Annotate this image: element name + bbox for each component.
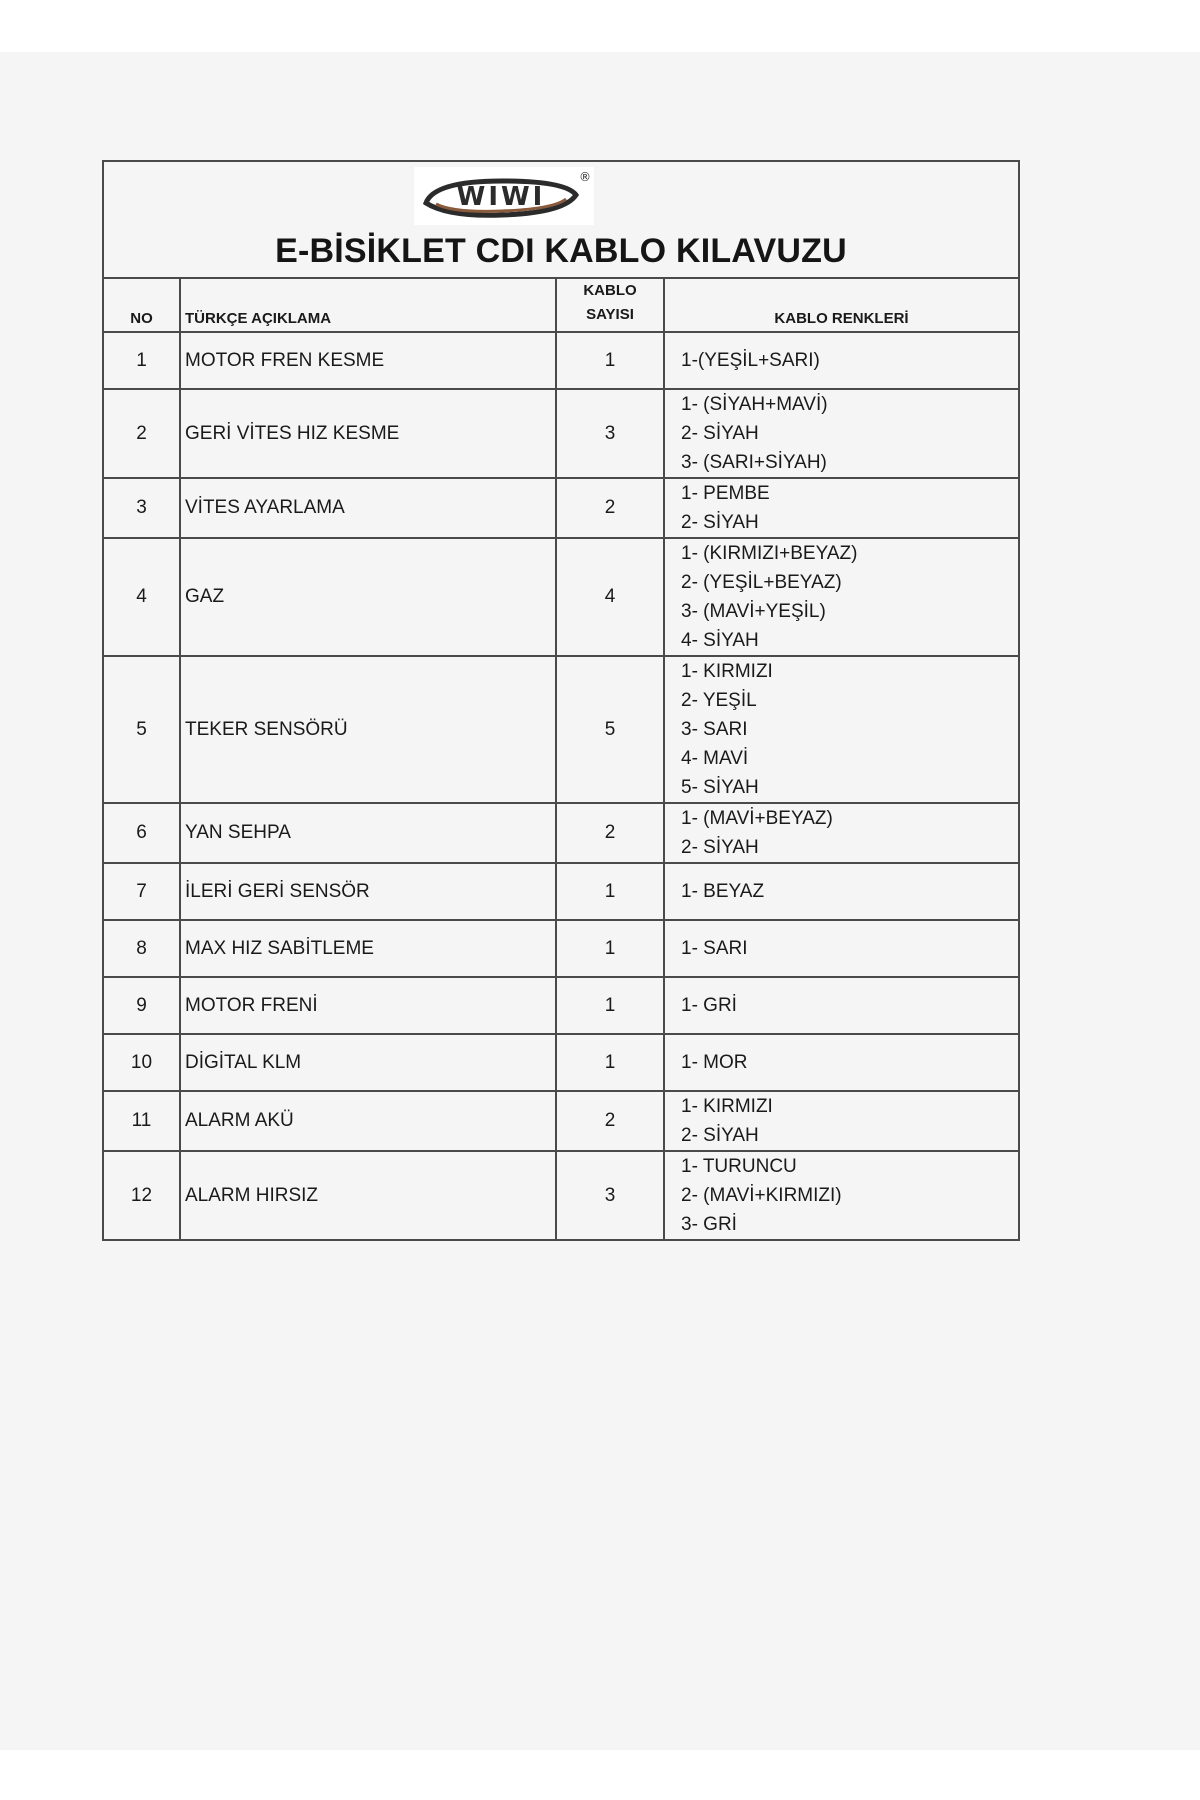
row-description: GAZ — [180, 538, 556, 656]
table-row — [104, 1034, 1018, 1091]
cable-color-item: 1- KIRMIZI — [681, 1096, 773, 1117]
row-cable-count: 2 — [556, 803, 664, 863]
row-cable-count: 1 — [556, 977, 664, 1034]
cable-table — [104, 279, 1018, 1239]
cable-color-item: 3- (SARI+SİYAH) — [681, 452, 827, 473]
row-number: 4 — [104, 538, 180, 656]
header-cable-count — [556, 279, 664, 332]
cable-color-item: 1- (SİYAH+MAVİ) — [681, 394, 828, 415]
row-number: 5 — [104, 656, 180, 803]
row-cable-colors — [664, 863, 1018, 920]
row-cable-count: 3 — [556, 389, 664, 478]
header-cable-count-line2: SAYISI — [586, 306, 634, 323]
title-block — [104, 162, 1018, 279]
table-row — [104, 332, 1018, 389]
row-description: İLERİ GERİ SENSÖR — [180, 863, 556, 920]
table-row — [104, 1151, 1018, 1239]
row-cable-colors — [664, 332, 1018, 389]
header-cable-colors: KABLO RENKLERİ — [664, 279, 1018, 332]
table-header-row — [104, 279, 1018, 332]
cable-color-item: 1- BEYAZ — [681, 881, 765, 902]
cable-color-item: 4- SİYAH — [681, 630, 759, 651]
row-cable-count: 2 — [556, 478, 664, 538]
cable-color-item: 1- (MAVİ+BEYAZ) — [681, 808, 833, 829]
cable-color-item: 1- KIRMIZI — [681, 661, 773, 682]
table-row — [104, 803, 1018, 863]
cable-color-item: 3- GRİ — [681, 1214, 737, 1235]
table-row — [104, 389, 1018, 478]
cable-color-item: 1- PEMBE — [681, 483, 770, 504]
row-cable-count: 2 — [556, 1091, 664, 1151]
row-description: YAN SEHPA — [180, 803, 556, 863]
header-no: NO — [104, 279, 180, 332]
header-cable-count-line1: KABLO — [583, 282, 637, 299]
cable-color-item: 3- SARI — [681, 719, 748, 740]
row-cable-count: 1 — [556, 920, 664, 977]
cable-color-item: 1- TURUNCU — [681, 1156, 797, 1177]
row-cable-colors — [664, 389, 1018, 478]
cable-color-item: 2- SİYAH — [681, 512, 759, 533]
row-number: 10 — [104, 1034, 180, 1091]
cable-color-item: 1-(YEŞİL+SARI) — [681, 350, 820, 371]
table-row — [104, 920, 1018, 977]
row-description: MOTOR FREN KESME — [180, 332, 556, 389]
table-body — [104, 332, 1018, 1239]
cable-color-item: 2- SİYAH — [681, 837, 759, 858]
cable-color-item: 2- SİYAH — [681, 423, 759, 444]
row-number: 9 — [104, 977, 180, 1034]
row-cable-colors — [664, 1091, 1018, 1151]
cable-color-item: 1- (KIRMIZI+BEYAZ) — [681, 543, 858, 564]
cable-color-item: 2- YEŞİL — [681, 690, 757, 711]
cable-guide-sheet — [102, 160, 1020, 1241]
row-cable-count: 5 — [556, 656, 664, 803]
row-description: ALARM AKÜ — [180, 1091, 556, 1151]
row-cable-count: 1 — [556, 863, 664, 920]
row-number: 11 — [104, 1091, 180, 1151]
row-number: 6 — [104, 803, 180, 863]
svg-text:®: ® — [579, 170, 591, 184]
row-cable-colors — [664, 920, 1018, 977]
row-cable-count: 1 — [556, 332, 664, 389]
row-cable-colors — [664, 977, 1018, 1034]
cable-color-item: 3- (MAVİ+YEŞİL) — [681, 601, 826, 622]
table-row — [104, 478, 1018, 538]
row-cable-colors — [664, 1034, 1018, 1091]
row-description: VİTES AYARLAMA — [180, 478, 556, 538]
row-cable-colors — [664, 656, 1018, 803]
cable-color-item: 1- GRİ — [681, 995, 737, 1016]
row-number: 8 — [104, 920, 180, 977]
svg-text:WIWI: WIWI — [456, 182, 546, 212]
table-row — [104, 1091, 1018, 1151]
row-number: 12 — [104, 1151, 180, 1239]
row-cable-colors — [664, 803, 1018, 863]
row-description: GERİ VİTES HIZ KESME — [180, 389, 556, 478]
row-cable-count: 4 — [556, 538, 664, 656]
table-row — [104, 656, 1018, 803]
row-description: ALARM HIRSIZ — [180, 1151, 556, 1239]
table-row — [104, 977, 1018, 1034]
row-cable-colors — [664, 1151, 1018, 1239]
row-description: MOTOR FRENİ — [180, 977, 556, 1034]
row-cable-count: 1 — [556, 1034, 664, 1091]
cable-color-item: 2- (YEŞİL+BEYAZ) — [681, 572, 842, 593]
cable-color-item: 1- SARI — [681, 938, 748, 959]
row-cable-colors — [664, 538, 1018, 656]
cable-color-item: 5- SİYAH — [681, 777, 759, 798]
row-number: 7 — [104, 863, 180, 920]
cable-color-item: 2- SİYAH — [681, 1125, 759, 1146]
row-number: 1 — [104, 332, 180, 389]
cable-color-item: 4- MAVİ — [681, 748, 749, 769]
page-title: E-BİSİKLET CDI KABLO KILAVUZU — [275, 232, 847, 270]
cable-color-item: 2- (MAVİ+KIRMIZI) — [681, 1185, 842, 1206]
row-cable-colors — [664, 478, 1018, 538]
row-description: TEKER SENSÖRÜ — [180, 656, 556, 803]
row-description: DİGİTAL KLM — [180, 1034, 556, 1091]
row-number: 2 — [104, 389, 180, 478]
header-description: TÜRKÇE AÇIKLAMA — [180, 279, 556, 332]
row-number: 3 — [104, 478, 180, 538]
wiwi-logo — [414, 167, 594, 225]
table-row — [104, 863, 1018, 920]
row-description: MAX HIZ SABİTLEME — [180, 920, 556, 977]
cable-color-item: 1- MOR — [681, 1052, 748, 1073]
table-row — [104, 538, 1018, 656]
row-cable-count: 3 — [556, 1151, 664, 1239]
